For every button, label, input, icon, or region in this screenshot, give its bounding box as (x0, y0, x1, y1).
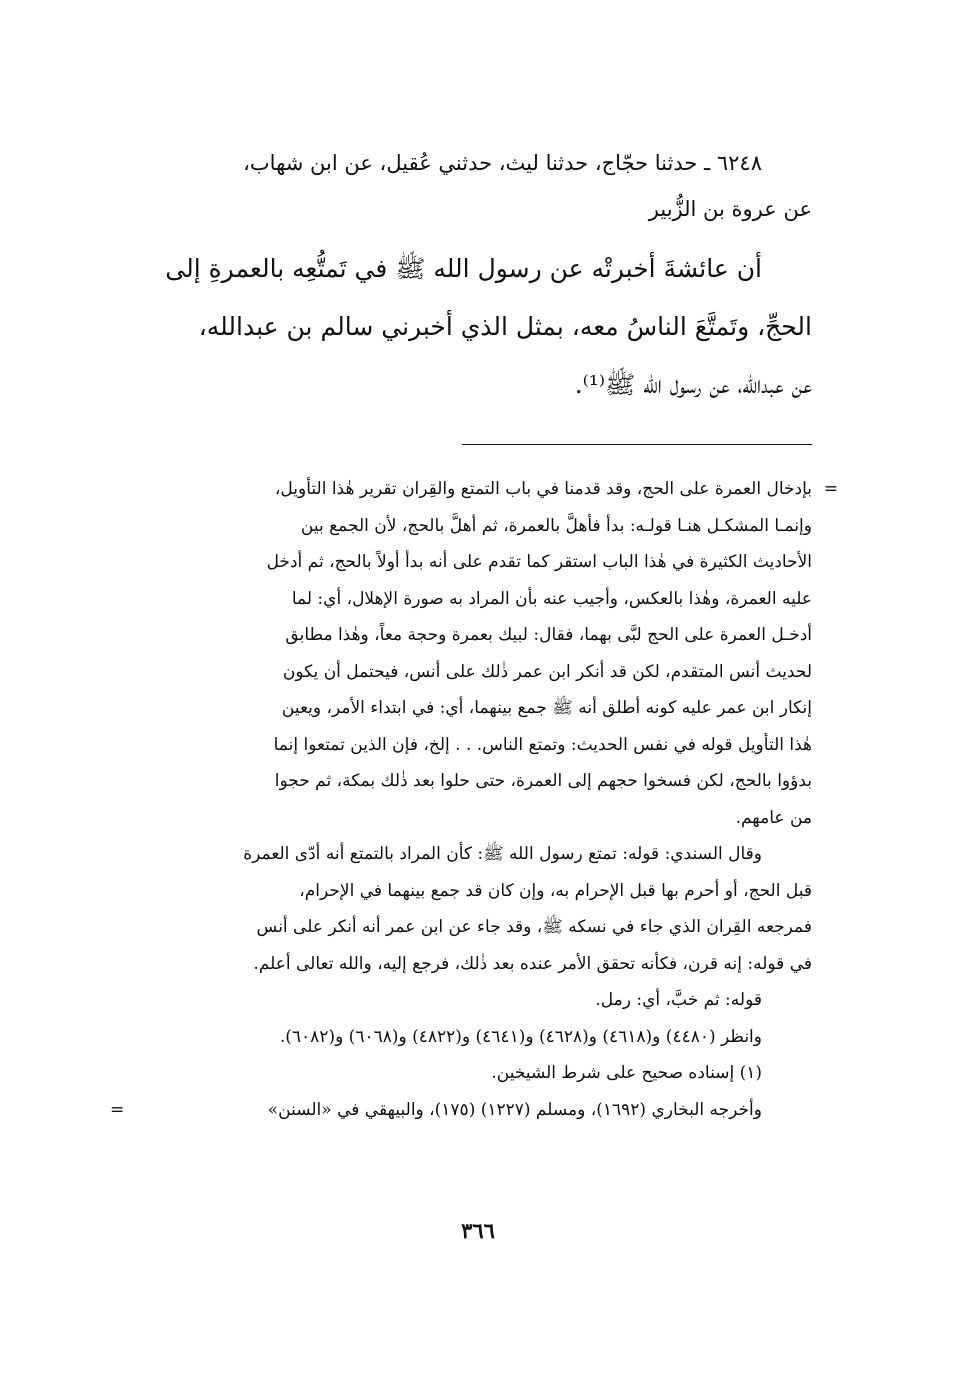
hadith-isnad (112, 140, 812, 232)
fn-p2-line: وقال السندي: قوله: تمتع رسول الله ﷺ: كأن المراد بالتمتع أنه أدّى العمرة (243, 844, 762, 864)
footnote-1-continuation: وأخرجه البخاري (١٦٩٢)، ومسلم (١٢٢٧) (١٧٥)، والبيهقي في «السنن» (267, 1099, 762, 1120)
matn-line-1: أن عائشةَ أخبرتْه عن رسول الله ﷺ في تَمتُّعِه بالعمرةِ إلى (165, 254, 762, 283)
footnotes (110, 471, 838, 1128)
matn-line-2: الحجِّ، وتَمتَّعَ الناسُ معه، بمثل الذي أخبرني سالم بن عبدالله، (198, 312, 812, 341)
fn-anzur-line: وانظر (٤٤٨٠) و(٤٦١٨) و(٤٦٢٨) و(٤٦٤١) و(٤٨٢٢) و(٦٠٦٨) و(٦٠٨٢). (279, 1026, 762, 1047)
fn-p1-line: الأحاديث الكثيرة في هٰذا الباب استقر كما تقدم على أنه بدأ أولاً بالحج، ثم أدخل (266, 552, 812, 572)
fn-khabb-line: قوله: ثم خبَّ، أي: رمل. (595, 990, 762, 1010)
isnad-line-1: ٦٢٤٨ ـ حدثنا حجّاج، حدثنا ليث، حدثني عُقيل، عن ابن شهاب، (243, 151, 762, 175)
fn-p2-line: فمرجعه القِران الذي جاء في نسكه ﷺ، وقد جاء عن ابن عمر أنه أنكر على أنس (256, 917, 812, 937)
fn-p1-line: بدؤوا بالحج، لكن فسخوا حجهم إلى العمرة، حتى حلوا بعد ذٰلك بمكة، ثم حجوا (274, 771, 812, 791)
isnad-line-2: عن عروة بن الزُّبير (648, 197, 812, 221)
fn-p1-line: وإنمـا المشكـل هنـا قولـه: بدأ فأهلَّ بالعمرة، ثم أهلَّ بالحج، لأن الجمع بين (300, 515, 812, 536)
continuation-mark: = (823, 479, 838, 499)
fn-p1-line: عليه العمرة، وهٰذا بالعكس، وأجيب عنه بأن المراد به صورة الإهلال، أي: لما (291, 588, 812, 609)
page-content (110, 140, 838, 1128)
matn-line-3: عن عبدالله، عن رسول الله ﷺ⁽¹⁾. (574, 370, 812, 399)
fn-p2-line: في قوله: إنه قرن، فكأنه تحقق الأمر عنده بعد ذٰلك، فرجع إليه، والله تعالى أعلم. (253, 953, 812, 974)
page-number: ٣٦٦ (461, 1218, 495, 1243)
fn-p1-line: إنكار ابن عمر عليه كونه أطلق أنه ﷺ جمع بينهما، أي: في ابتداء الأمر، ويعين (281, 698, 812, 718)
footnote-1-continuation-row (112, 1092, 812, 1129)
fn-p1-line: لحديث أنس المتقدم، لكن قد أنكر ابن عمر ذٰلك على أنس، فيحتمل أن يكون (282, 661, 812, 682)
footnote-paragraph-2 (112, 836, 812, 982)
end-continuation-mark: = (110, 1099, 125, 1120)
footnote-1: (١) إسناده صحيح على شرط الشيخين. (491, 1063, 762, 1083)
fn-p1-line: بإدخال العمرة على الحج، وقد قدمنا في باب التمتع والقِران تقرير هٰذا التأويل، (274, 479, 812, 499)
fn-p1-line: أدخـل العمرة على الحج لبَّى بهما، فقال: لبيك بعمرة وحجة معاً، وهٰذا مطابق (285, 625, 812, 645)
footnote-paragraph-1 (112, 471, 812, 836)
hadith-matn (112, 240, 812, 414)
footnote-separator (462, 444, 812, 445)
fn-p2-line: قبل الحج، أو أحرم بها قبل الإحرام به، وإن كان قد جمع بينهما في الإحرام، (299, 880, 812, 901)
fn-p1-line: هٰذا التأويل قوله في نفس الحديث: وتمتع الناس. . . إلخ، فإن الذين تمتعوا إنما (273, 734, 812, 755)
fn-p1-line: من عامهم. (735, 807, 812, 828)
